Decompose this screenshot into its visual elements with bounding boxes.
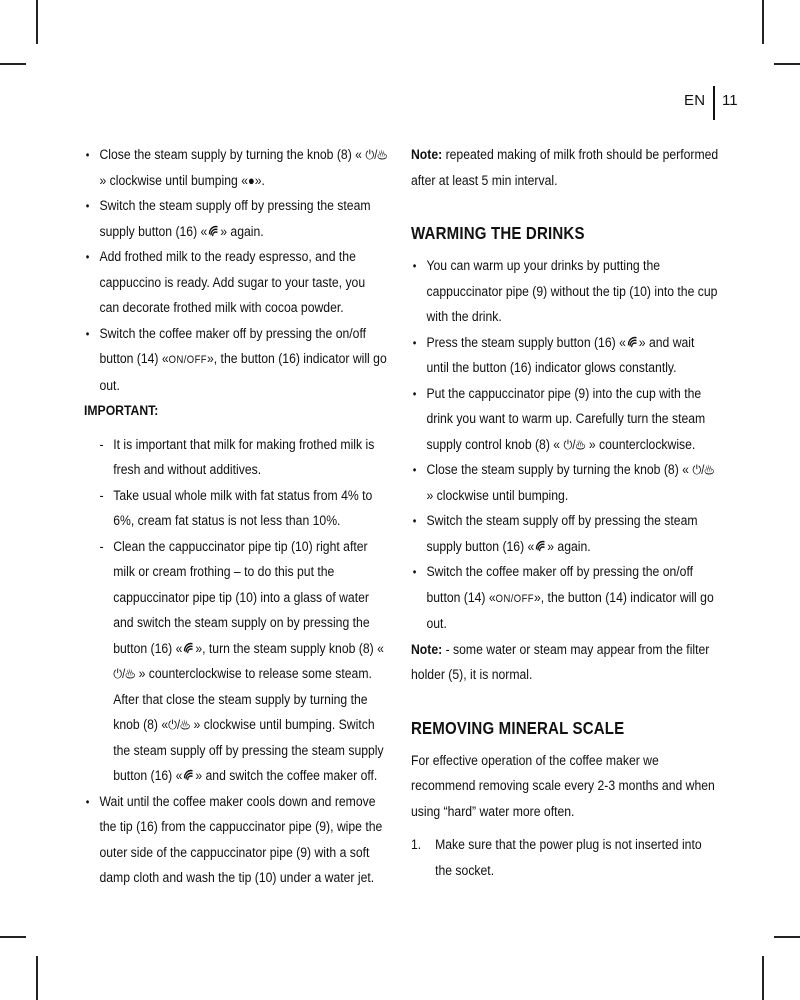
header-divider: [713, 86, 715, 120]
list-item: • Switch the coffee maker off by pressing the on/off button (14) «ON/OFF», the button (14) indicator will go out.: [411, 560, 719, 638]
crop-mark: [774, 63, 800, 65]
list-item: • Add frothed milk to the ready espresso, and the cappuccino is ready. Add sugar to your taste, you can decorate frothed milk with cocoa powder.: [84, 245, 388, 322]
crop-mark: [0, 936, 26, 938]
list-item: - It is important that milk for making frothed milk is fresh and without additives.: [99, 433, 387, 484]
list-item: • Press the steam supply button (16) « » and wait until the button (16) indicator glows constantly.: [411, 331, 719, 382]
list-item: • Switch the steam supply off by pressing the steam supply button (16) « » again.: [84, 194, 388, 245]
steam-knob-icon: ⏻/♨: [168, 717, 191, 732]
cleaning-bullets: [84, 790, 388, 892]
steam-knob-icon: ⏻/♨: [692, 462, 715, 477]
steam-knob-icon: ⏻/♨: [365, 147, 388, 162]
crop-mark: [762, 0, 764, 44]
list-item: • Switch the coffee maker off by pressing the on/off button (14) «ON/OFF», the button (16) indicator will go out.: [84, 322, 388, 400]
list-item: 1. Make sure that the power plug is not inserted into the socket.: [411, 833, 719, 884]
warming-bullets: [411, 254, 719, 638]
filter-note: Note: - some water or steam may appear from the filter holder (5), it is normal.: [411, 641, 710, 683]
note-label: Note:: [411, 641, 443, 658]
steam-icon: [534, 538, 547, 553]
list-item: • Switch the steam supply off by pressing the steam supply button (16) « » again.: [411, 509, 719, 560]
on-off-icon: ON/OFF: [495, 592, 534, 605]
list-item: • You can warm up your drinks by putting the cappuccinator pipe (9) without the tip (10) into the cup with the drink.: [411, 254, 719, 331]
steam-icon: [182, 767, 195, 782]
list-item: • Close the steam supply by turning the knob (8) « ⏻/♨ » clockwise until bumping «●».: [84, 143, 388, 194]
steam-off-bullets: [84, 143, 388, 399]
steam-icon: [626, 334, 639, 349]
list-item: • Wait until the coffee maker cools down and remove the tip (16) from the cappuccinator pipe (9), wipe the outer side of the cappuccinator pipe (9) with a soft damp cloth and wash the tip (10) under a water jet.: [84, 790, 388, 892]
crop-mark: [774, 936, 800, 938]
descaling-steps: [411, 833, 719, 884]
crop-mark: [762, 956, 764, 1000]
steam-knob-icon: ⏻/♨: [113, 666, 136, 681]
section-heading-warming: WARMING THE DRINKS: [411, 223, 585, 243]
note-label: Note:: [411, 147, 443, 163]
left-column: [84, 143, 388, 892]
page-number: 11: [722, 92, 738, 109]
steam-icon: [182, 640, 195, 655]
list-item: • Close the steam supply by turning the knob (8) « ⏻/♨ » clockwise until bumping.: [411, 458, 719, 509]
list-item: • Put the cappuccinator pipe (9) into the cup with the drink you want to warm up. Carefully turn the steam supply control knob (8) « ⏻/♨ » counterclockwise.: [411, 382, 719, 459]
steam-knob-icon: ⏻/♨: [563, 436, 586, 452]
section-heading-descaling: REMOVING MINERAL SCALE: [411, 717, 625, 738]
step-number: 1.: [411, 837, 422, 853]
list-item: - Clean the cappuccinator pipe tip (10) right after milk or cream frothing – to do this put the cappuccinator pipe tip (10) into a glass of water and switch the steam supply on by pressing the button (16) « », turn the steam supply knob (8) « ⏻/♨ » counterclockwise to release some steam. After that close the steam supply by turning the knob (8) «⏻/♨ » clockwise until bumping. Switch the steam supply off by pressing the steam supply button (16) « » and switch the coffee maker off.: [99, 535, 387, 790]
important-list: [99, 433, 387, 790]
right-column: [411, 143, 719, 884]
on-off-icon: ON/OFF: [168, 354, 207, 366]
crop-mark: [36, 0, 38, 44]
froth-note: Note: repeated making of milk froth should be performed after at least 5 min interval.: [411, 147, 719, 189]
steam-icon: [207, 223, 220, 238]
crop-mark: [0, 63, 26, 65]
list-item: - Take usual whole milk with fat status from 4% to 6%, cream fat status is not less than 10%.: [99, 484, 387, 535]
language-code: EN: [684, 92, 706, 109]
descaling-intro: For effective operation of the coffee maker we recommend removing scale every 2-3 months and when using “hard” water more often.: [411, 752, 715, 820]
bump-dot-icon: ●: [248, 172, 255, 188]
crop-mark: [36, 956, 38, 1000]
important-heading: IMPORTANT:: [84, 403, 159, 419]
